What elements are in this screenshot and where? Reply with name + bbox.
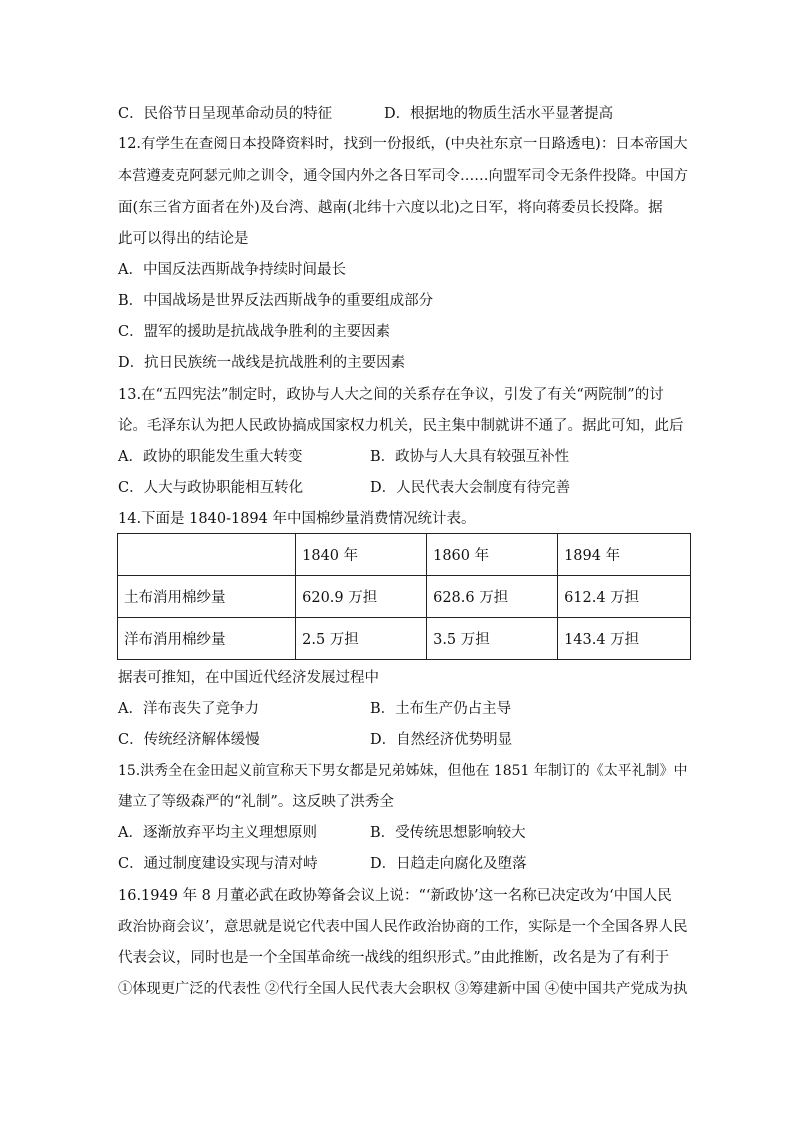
table-header-cell: 1860 年 [427, 534, 558, 576]
table-cell: 620.9 万担 [296, 576, 427, 618]
q14-option-d: D．自然经济优势明显 [370, 732, 513, 748]
table-header-cell [118, 534, 296, 576]
table-cell: 2.5 万担 [296, 618, 427, 660]
q15-option-b: B．受传统思想影响较大 [370, 825, 526, 841]
q12-option-d: D．抗日民族统一战线是抗战胜利的主要因素 [118, 355, 406, 371]
q15-stem-line-1: 15.洪秀全在金田起义前宣称天下男女都是兄弟姊妹，但他在 1851 年制订的《太平礼制》中 [118, 763, 688, 779]
q13-option-c: C．人大与政协职能相互转化 [118, 480, 304, 496]
q14-option-c: C．传统经济解体缓慢 [118, 732, 260, 748]
q11-option-d: D．根据地的物质生活水平显著提高 [384, 106, 614, 122]
q13-option-b: B．政协与人大具有较强互补性 [370, 449, 570, 465]
q16-stem-line-4: ①体现更广泛的代表性 ②代行全国人民代表大会职权 ③筹建新中国 ④使中国共产党成为执 [118, 981, 688, 997]
cotton-yarn-table [117, 533, 691, 660]
q11-option-c: C．民俗节日呈现革命动员的特征 [118, 106, 333, 122]
table-cell: 洋布消用棉纱量 [118, 618, 296, 660]
q12-stem-line-3: 面(东三省方面者在外)及台湾、越南(北纬十六度以北)之日军，将向蒋委员长投降。据 [118, 200, 663, 216]
q12-stem-line-2: 本营遵麦克阿瑟元帅之训令，通令国内外之各日军司令……向盟军司令无条件投降。中国方 [118, 168, 689, 184]
q14-option-a: A．洋布丧失了竞争力 [118, 701, 259, 717]
q15-stem-line-2: 建立了等级森严的“礼制”。这反映了洪秀全 [118, 794, 394, 810]
table-header-cell: 1840 年 [296, 534, 427, 576]
q13-option-a: A．政协的职能发生重大转变 [118, 449, 303, 465]
table-row [118, 576, 691, 618]
q12-option-b: B．中国战场是世界反法西斯战争的重要组成部分 [118, 293, 434, 309]
q12-stem-line-4: 此可以得出的结论是 [118, 231, 249, 247]
table-cell: 143.4 万担 [558, 618, 691, 660]
table-row [118, 618, 691, 660]
q16-stem-line-1: 16.1949 年 8 月董必武在政协筹备会议上说：“‘新政协’这一名称已决定改为‘中国人民 [118, 888, 672, 904]
q13-stem-line-1: 13.在“五四宪法”制定时，政协与人大之间的关系存在争议，引发了有关“两院制”的讨 [118, 387, 664, 403]
q12-option-c: C．盟军的援助是抗战战争胜利的主要因素 [118, 324, 391, 340]
table-cell: 612.4 万担 [558, 576, 691, 618]
q12-option-a: A．中国反法西斯战争持续时间最长 [118, 262, 346, 278]
q13-option-d: D．人民代表大会制度有待完善 [370, 480, 571, 496]
q14-option-b: B．土布生产仍占主导 [370, 701, 512, 717]
table-cell: 土布消用棉纱量 [118, 576, 296, 618]
q13-stem-line-2: 论。毛泽东认为把人民政协搞成国家权力机关，民主集中制就讲不通了。据此可知，此后 [118, 418, 684, 434]
table-cell: 3.5 万担 [427, 618, 558, 660]
q15-option-a: A．逐渐放弃平均主义理想原则 [118, 825, 317, 841]
q14-after-table: 据表可推知，在中国近代经济发展过程中 [118, 670, 379, 686]
q12-stem-line-1: 12.有学生在查阅日本投降资料时，找到一份报纸，(中央社东京一日路透电)：日本帝国大 [118, 136, 688, 152]
q16-stem-line-2: 政治协商会议’，意思就是说它代表中国人民作政治协商的工作，实际是一个全国各界人民 [118, 919, 688, 935]
q14-stem: 14.下面是 1840-1894 年中国棉纱量消费情况统计表。 [118, 511, 476, 527]
q15-option-d: D．日趋走向腐化及堕落 [370, 856, 527, 872]
q16-stem-line-3: 代表会议，同时也是一个全国革命统一战线的组织形式。”由此推断，改名是为了有利于 [118, 950, 670, 966]
table-header-cell: 1894 年 [558, 534, 691, 576]
table-cell: 628.6 万担 [427, 576, 558, 618]
q15-option-c: C．通过制度建设实现与清对峙 [118, 856, 318, 872]
table-header-row [118, 534, 691, 576]
